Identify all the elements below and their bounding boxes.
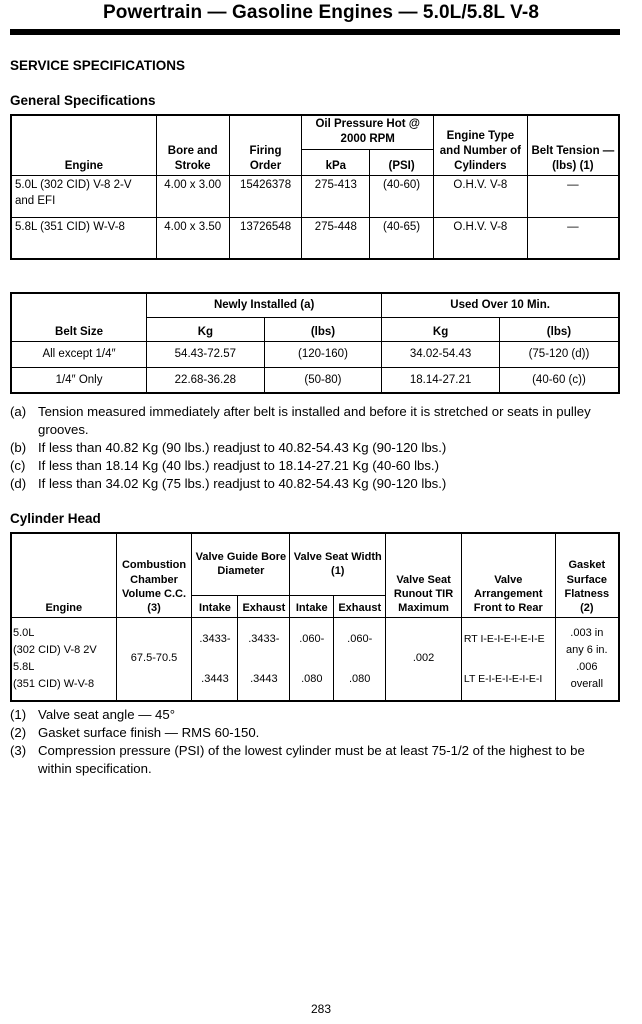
- header-belt-tension: Belt Tension — (lbs) (1): [527, 115, 619, 175]
- table-row: [11, 217, 619, 259]
- header-lbs: (lbs): [264, 317, 382, 341]
- cell-kpa: 275-448: [302, 217, 370, 259]
- value-line: RT I-E-I-E-I-E-I-E: [463, 632, 545, 645]
- note-label: (1): [10, 707, 27, 722]
- header-engine: Engine: [11, 533, 116, 617]
- page-number: 283: [310, 1002, 332, 1016]
- value-line: LT E-I-E-I-E-I-E-I: [463, 672, 543, 685]
- belt-notes: [10, 403, 622, 493]
- general-specs-heading: General Specifications: [10, 93, 156, 108]
- header-newly-installed: Newly Installed (a): [147, 293, 382, 317]
- note-label: (c): [10, 458, 26, 473]
- engine-line: (302 CID) V-8 2V: [13, 643, 97, 656]
- cell-new-lbs: (50-80): [264, 367, 382, 393]
- value-line: .3433-: [248, 632, 280, 645]
- header-intake: Intake: [290, 595, 334, 617]
- engine-line: 5.0L: [13, 626, 35, 639]
- engine-line: (351 CID) W-V-8: [13, 677, 95, 690]
- note-label: (b): [10, 440, 27, 455]
- cell-runout: .002: [386, 617, 462, 701]
- cell-firing-order: 15426378: [229, 175, 302, 217]
- engine-line: 5.8L: [13, 660, 35, 673]
- table-row: [11, 367, 619, 393]
- value-line: overall: [570, 677, 604, 690]
- cell-kpa: 275-413: [302, 175, 370, 217]
- header-exhaust: Exhaust: [334, 595, 386, 617]
- note-text: Tension measured immediately after belt is installed and before it is stretched or seats in pulley grooves.: [38, 404, 591, 437]
- cell-arrangement: [461, 617, 555, 701]
- list-item: [10, 742, 622, 778]
- cell-firing-order: 13726548: [229, 217, 302, 259]
- list-item: [10, 457, 622, 475]
- cell-engine: 5.8L (351 CID) W-V-8: [11, 217, 156, 259]
- note-text: Gasket surface finish — RMS 60-150.: [38, 725, 260, 740]
- note-label: (d): [10, 476, 27, 491]
- note-label: (a): [10, 404, 27, 419]
- cell-engine-type: O.H.V. V-8: [433, 175, 527, 217]
- value-line: any 6 in.: [566, 643, 608, 656]
- value-line: .3443: [250, 672, 278, 685]
- cell-bore-stroke: 4.00 x 3.50: [156, 217, 229, 259]
- header-bore-stroke: Bore and Stroke: [156, 115, 229, 175]
- header-psi: (PSI): [370, 149, 434, 175]
- value-line: .3433-: [199, 632, 231, 645]
- cell-new-kg: 54.43-72.57: [147, 341, 265, 367]
- cell-new-kg: 22.68-36.28: [147, 367, 265, 393]
- table-row: [11, 341, 619, 367]
- cell-used-kg: 34.02-54.43: [382, 341, 500, 367]
- cell-psi: (40-60): [370, 175, 434, 217]
- cylinder-head-heading: Cylinder Head: [10, 511, 101, 526]
- header-runout: Valve Seat Runout TIR Maximum: [386, 533, 462, 617]
- cell-combustion: 67.5-70.5: [116, 617, 192, 701]
- header-engine-type: Engine Type and Number of Cylinders: [433, 115, 527, 175]
- header-firing-order: Firing Order: [229, 115, 302, 175]
- cell-guide-exhaust: [238, 617, 290, 701]
- note-text: Valve seat angle — 45°: [38, 707, 175, 722]
- table-row: [11, 617, 619, 701]
- note-text: If less than 34.02 Kg (75 lbs.) readjust to 40.82-54.43 Kg (90-120 lbs.): [38, 476, 447, 491]
- value-line: .080: [301, 672, 323, 685]
- header-kg: Kg: [147, 317, 265, 341]
- cell-seat-exhaust: [334, 617, 386, 701]
- cell-belt-tension: —: [527, 217, 619, 259]
- cell-used-kg: 18.14-27.21: [382, 367, 500, 393]
- header-gasket: Gasket Surface Flatness (2): [555, 533, 619, 617]
- list-item: [10, 475, 622, 493]
- header-belt-size: Belt Size: [11, 293, 147, 341]
- header-kg: Kg: [382, 317, 500, 341]
- header-exhaust: Exhaust: [238, 595, 290, 617]
- page-title: Powertrain — Gasoline Engines — 5.0L/5.8L V-8: [102, 2, 539, 23]
- note-text: If less than 40.82 Kg (90 lbs.) readjust to 40.82-54.43 Kg (90-120 lbs.): [38, 440, 447, 455]
- belt-tension-table: [10, 292, 620, 394]
- cell-guide-intake: [192, 617, 238, 701]
- cell-belt-size: 1/4″ Only: [11, 367, 147, 393]
- cell-bore-stroke: 4.00 x 3.00: [156, 175, 229, 217]
- header-intake: Intake: [192, 595, 238, 617]
- cell-belt-tension: —: [527, 175, 619, 217]
- title-rule: [10, 29, 620, 35]
- list-item: [10, 724, 622, 742]
- value-line: .080: [349, 672, 371, 685]
- header-used-over: Used Over 10 Min.: [382, 293, 619, 317]
- cell-psi: (40-65): [370, 217, 434, 259]
- cell-new-lbs: (120-160): [264, 341, 382, 367]
- list-item: [10, 439, 622, 457]
- general-specs-table: [10, 114, 620, 260]
- note-label: (3): [10, 743, 27, 758]
- cell-engine: [11, 617, 116, 701]
- cell-used-lbs: (40-60 (c)): [499, 367, 619, 393]
- table-row: [11, 175, 619, 217]
- list-item: [10, 403, 622, 439]
- list-item: [10, 706, 622, 724]
- value-line: .060-: [299, 632, 325, 645]
- cell-engine: 5.0L (302 CID) V-8 2-V and EFI: [11, 175, 156, 217]
- cylinder-head-table: [10, 532, 620, 702]
- value-line: .060-: [347, 632, 373, 645]
- header-valve-seat-width: Valve Seat Width (1): [290, 533, 386, 595]
- header-engine: Engine: [11, 115, 156, 175]
- header-kpa: kPa: [302, 149, 370, 175]
- header-lbs: (lbs): [499, 317, 619, 341]
- header-valve-guide: Valve Guide Bore Diameter: [192, 533, 290, 595]
- cylinder-notes: [10, 706, 622, 778]
- header-combustion: Combustion Chamber Volume C.C. (3): [116, 533, 192, 617]
- note-label: (2): [10, 725, 27, 740]
- note-text: If less than 18.14 Kg (40 lbs.) readjust to 18.14-27.21 Kg (40-60 lbs.): [38, 458, 439, 473]
- note-text: Compression pressure (PSI) of the lowest cylinder must be at least 75-1/2 of the highest to be within specification.: [38, 743, 585, 776]
- cell-seat-intake: [290, 617, 334, 701]
- header-arrangement: Valve Arrangement Front to Rear: [461, 533, 555, 617]
- value-line: .3443: [201, 672, 229, 685]
- cell-engine-type: O.H.V. V-8: [433, 217, 527, 259]
- section-heading: SERVICE SPECIFICATIONS: [10, 58, 186, 73]
- cell-belt-size: All except 1/4″: [11, 341, 147, 367]
- cell-gasket: [555, 617, 619, 701]
- value-line: .003 in: [570, 626, 604, 639]
- header-oil-pressure: Oil Pressure Hot @ 2000 RPM: [302, 115, 434, 149]
- cell-used-lbs: (75-120 (d)): [499, 341, 619, 367]
- value-line: .006: [576, 660, 598, 673]
